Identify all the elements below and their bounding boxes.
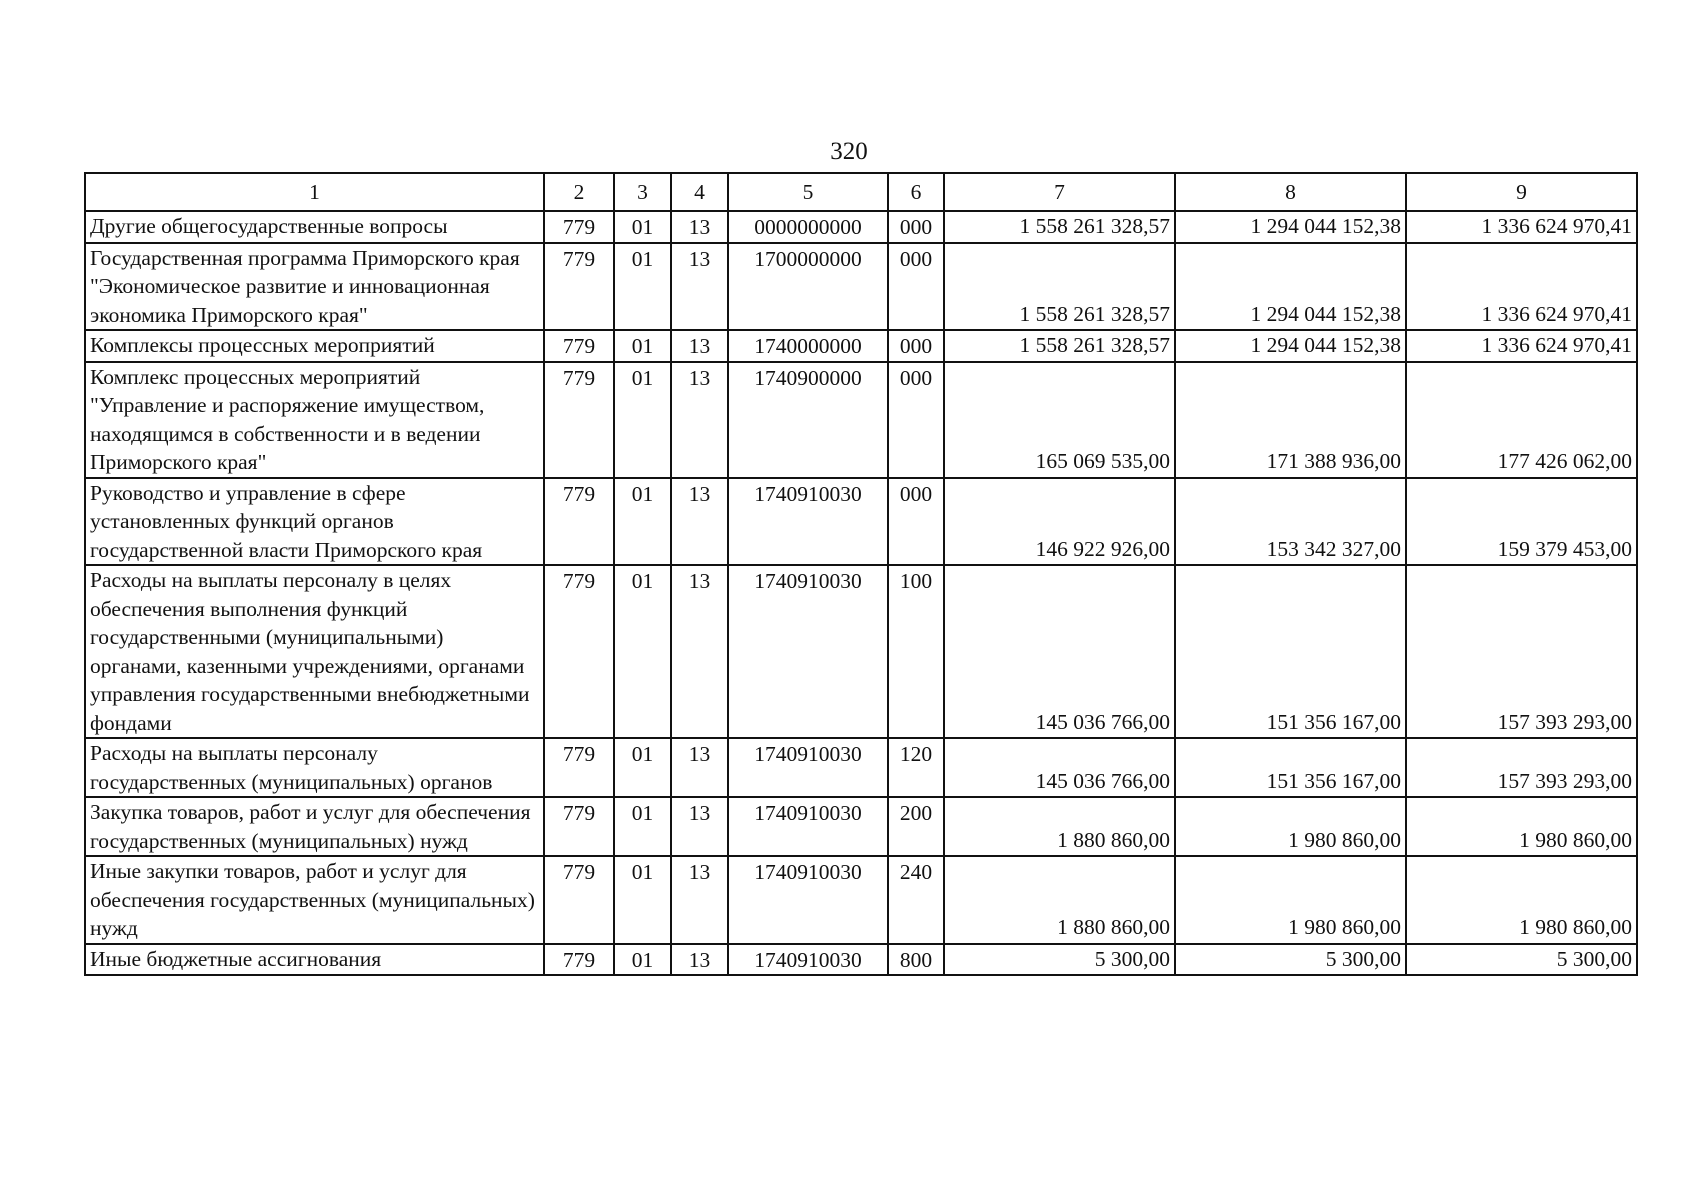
row-code-subsection: 13 <box>671 944 728 976</box>
row-amount-col8: 171 388 936,00 <box>1175 362 1406 478</box>
row-code-target: 1740910030 <box>728 944 888 976</box>
row-name: Закупка товаров, работ и услуг для обеспечения государственных (муниципальных) нужд <box>85 797 544 856</box>
row-amount-col9: 1 336 624 970,41 <box>1406 243 1637 331</box>
table-row <box>85 330 1637 362</box>
row-code-ministry: 779 <box>544 330 614 362</box>
table-row <box>85 738 1637 797</box>
row-name: Государственная программа Приморского края "Экономическое развитие и инновационная экономика Приморского края" <box>85 243 544 331</box>
row-code-subsection: 13 <box>671 797 728 856</box>
row-code-ministry: 779 <box>544 362 614 478</box>
column-header-7: 7 <box>944 173 1175 211</box>
column-header-8: 8 <box>1175 173 1406 211</box>
row-amount-col9: 1 336 624 970,41 <box>1406 330 1637 362</box>
row-amount-col9: 1 336 624 970,41 <box>1406 211 1637 243</box>
row-code-subsection: 13 <box>671 738 728 797</box>
table-row <box>85 478 1637 566</box>
row-code-target: 0000000000 <box>728 211 888 243</box>
row-amount-col9: 5 300,00 <box>1406 944 1637 976</box>
row-code-section: 01 <box>614 944 671 976</box>
row-code-expense-type: 240 <box>888 856 944 944</box>
row-amount-col7: 1 880 860,00 <box>944 856 1175 944</box>
row-code-expense-type: 000 <box>888 211 944 243</box>
row-code-section: 01 <box>614 856 671 944</box>
row-code-ministry: 779 <box>544 856 614 944</box>
row-code-expense-type: 120 <box>888 738 944 797</box>
row-code-expense-type: 000 <box>888 362 944 478</box>
row-code-section: 01 <box>614 478 671 566</box>
column-header-3: 3 <box>614 173 671 211</box>
row-code-target: 1740900000 <box>728 362 888 478</box>
row-amount-col7: 145 036 766,00 <box>944 738 1175 797</box>
column-header-4: 4 <box>671 173 728 211</box>
row-amount-col9: 1 980 860,00 <box>1406 856 1637 944</box>
row-amount-col8: 5 300,00 <box>1175 944 1406 976</box>
row-name: Расходы на выплаты персоналу в целях обеспечения выполнения функций государственными (муниципальными) органами, казенными учреждениями, органами управления государственными внебюджетными фондами <box>85 565 544 738</box>
column-header-9: 9 <box>1406 173 1637 211</box>
row-code-subsection: 13 <box>671 243 728 331</box>
row-amount-col7: 145 036 766,00 <box>944 565 1175 738</box>
page-number: 320 <box>830 138 868 165</box>
row-code-subsection: 13 <box>671 856 728 944</box>
budget-table <box>84 172 1638 976</box>
row-name: Иные бюджетные ассигнования <box>85 944 544 976</box>
table-row <box>85 856 1637 944</box>
row-name: Расходы на выплаты персоналу государственных (муниципальных) органов <box>85 738 544 797</box>
row-code-expense-type: 000 <box>888 478 944 566</box>
header-row <box>85 173 1637 211</box>
row-amount-col8: 1 980 860,00 <box>1175 856 1406 944</box>
row-amount-col8: 151 356 167,00 <box>1175 738 1406 797</box>
row-code-subsection: 13 <box>671 565 728 738</box>
row-code-subsection: 13 <box>671 330 728 362</box>
row-code-section: 01 <box>614 362 671 478</box>
row-amount-col9: 1 980 860,00 <box>1406 797 1637 856</box>
row-amount-col8: 1 294 044 152,38 <box>1175 330 1406 362</box>
row-amount-col7: 1 558 261 328,57 <box>944 211 1175 243</box>
row-code-target: 1740910030 <box>728 797 888 856</box>
row-amount-col8: 151 356 167,00 <box>1175 565 1406 738</box>
column-header-6: 6 <box>888 173 944 211</box>
table-row <box>85 243 1637 331</box>
row-amount-col8: 1 294 044 152,38 <box>1175 211 1406 243</box>
row-amount-col7: 146 922 926,00 <box>944 478 1175 566</box>
row-code-subsection: 13 <box>671 362 728 478</box>
row-code-ministry: 779 <box>544 565 614 738</box>
table-row <box>85 211 1637 243</box>
row-amount-col8: 1 294 044 152,38 <box>1175 243 1406 331</box>
row-code-expense-type: 200 <box>888 797 944 856</box>
row-code-target: 1740000000 <box>728 330 888 362</box>
row-code-subsection: 13 <box>671 478 728 566</box>
table-body <box>85 211 1637 975</box>
row-code-section: 01 <box>614 565 671 738</box>
row-code-expense-type: 800 <box>888 944 944 976</box>
row-code-section: 01 <box>614 243 671 331</box>
row-amount-col9: 157 393 293,00 <box>1406 565 1637 738</box>
row-code-expense-type: 000 <box>888 330 944 362</box>
column-header-2: 2 <box>544 173 614 211</box>
row-code-target: 1740910030 <box>728 478 888 566</box>
table-header <box>85 173 1637 211</box>
table-row <box>85 797 1637 856</box>
table-row <box>85 565 1637 738</box>
row-code-ministry: 779 <box>544 243 614 331</box>
row-amount-col9: 159 379 453,00 <box>1406 478 1637 566</box>
row-code-section: 01 <box>614 797 671 856</box>
row-code-target: 1740910030 <box>728 565 888 738</box>
table-row <box>85 944 1637 976</box>
row-code-target: 1740910030 <box>728 738 888 797</box>
row-amount-col7: 1 880 860,00 <box>944 797 1175 856</box>
row-name: Комплекс процессных мероприятий "Управление и распоряжение имуществом, находящимся в собственности и в ведении Приморского края" <box>85 362 544 478</box>
row-code-expense-type: 000 <box>888 243 944 331</box>
row-name: Руководство и управление в сфере установленных функций органов государственной власти Приморского края <box>85 478 544 566</box>
row-code-ministry: 779 <box>544 944 614 976</box>
row-code-ministry: 779 <box>544 738 614 797</box>
row-amount-col9: 177 426 062,00 <box>1406 362 1637 478</box>
row-code-section: 01 <box>614 330 671 362</box>
row-code-expense-type: 100 <box>888 565 944 738</box>
row-amount-col7: 1 558 261 328,57 <box>944 243 1175 331</box>
row-amount-col8: 1 980 860,00 <box>1175 797 1406 856</box>
row-name: Комплексы процессных мероприятий <box>85 330 544 362</box>
row-code-ministry: 779 <box>544 797 614 856</box>
row-amount-col7: 1 558 261 328,57 <box>944 330 1175 362</box>
row-code-section: 01 <box>614 738 671 797</box>
row-code-ministry: 779 <box>544 478 614 566</box>
row-name: Иные закупки товаров, работ и услуг для обеспечения государственных (муниципальных) нужд <box>85 856 544 944</box>
row-amount-col7: 5 300,00 <box>944 944 1175 976</box>
row-amount-col8: 153 342 327,00 <box>1175 478 1406 566</box>
row-code-subsection: 13 <box>671 211 728 243</box>
row-code-target: 1700000000 <box>728 243 888 331</box>
row-name: Другие общегосударственные вопросы <box>85 211 544 243</box>
row-amount-col7: 165 069 535,00 <box>944 362 1175 478</box>
row-code-section: 01 <box>614 211 671 243</box>
row-amount-col9: 157 393 293,00 <box>1406 738 1637 797</box>
column-header-1: 1 <box>85 173 544 211</box>
row-code-target: 1740910030 <box>728 856 888 944</box>
column-header-5: 5 <box>728 173 888 211</box>
row-code-ministry: 779 <box>544 211 614 243</box>
table-row <box>85 362 1637 478</box>
